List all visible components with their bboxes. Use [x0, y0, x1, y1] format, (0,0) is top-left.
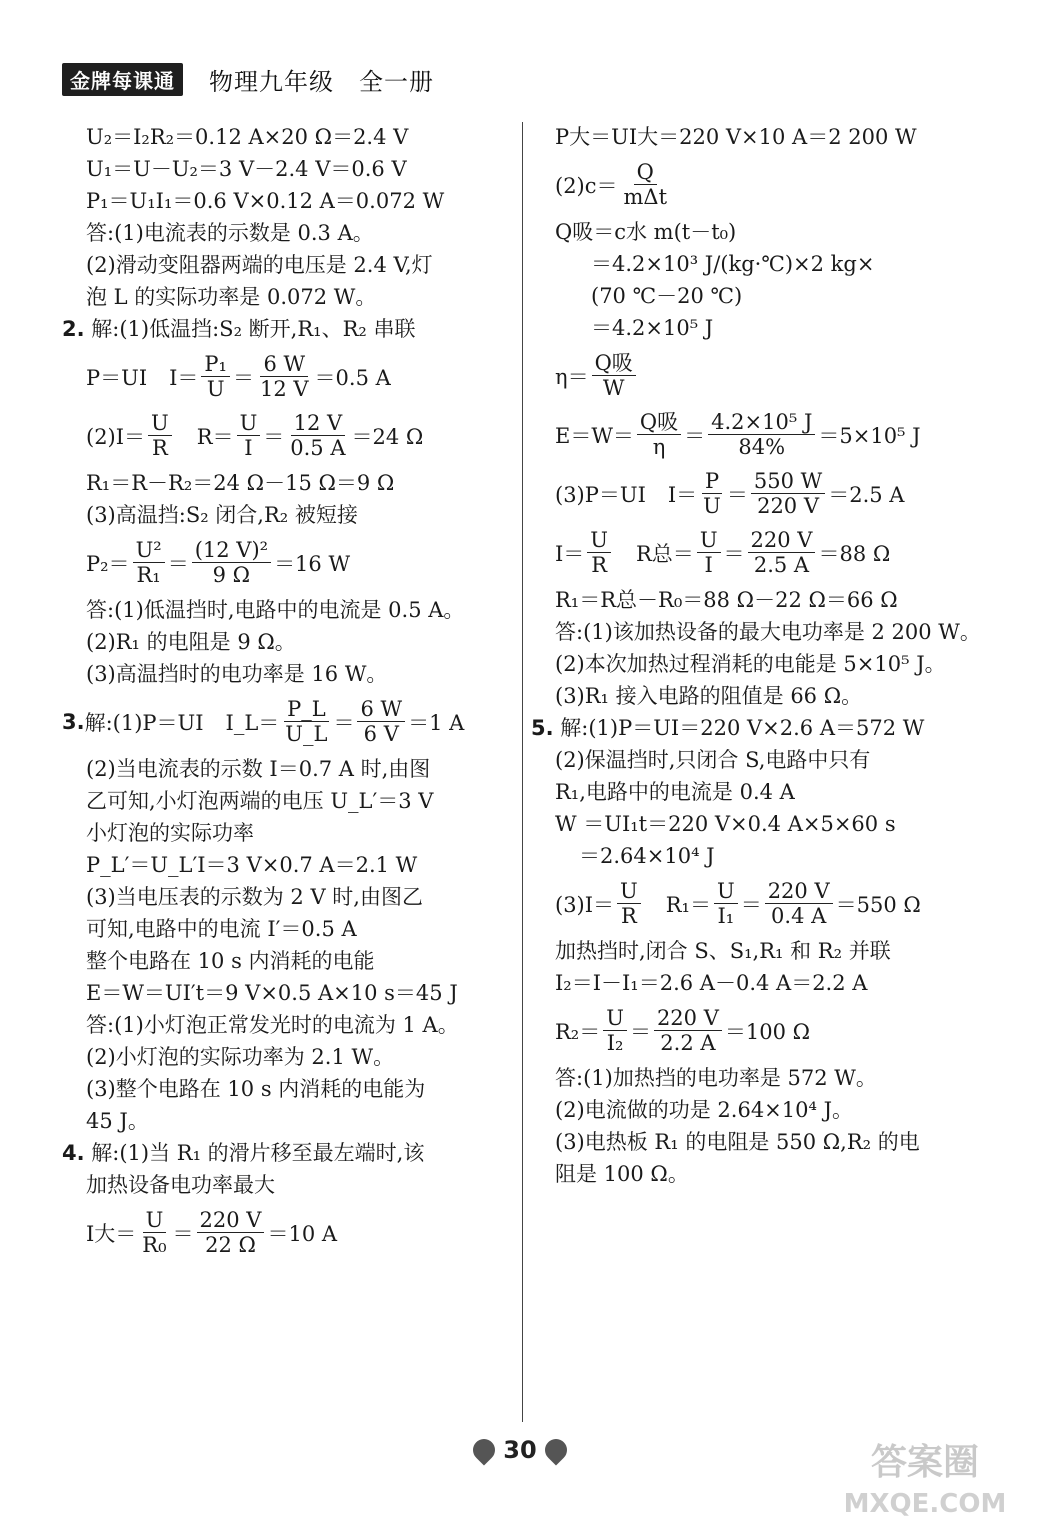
question-4-heading	[62, 1140, 514, 1166]
text-line: U₁＝U－U₂＝3 V－2.4 V＝0.6 V	[86, 157, 407, 181]
question-5-heading	[531, 715, 995, 741]
fraction: $\frac{\text{U²}}{\text{R₁}}$	[133, 538, 165, 587]
text-line: 答:(1)电流表的示数是 0.3 A。	[86, 221, 374, 245]
fraction: $\frac{220 V}{22 \Omega}$	[197, 1208, 265, 1257]
text-line: (2)电流做的功是 2.64×10⁴ J。	[555, 1098, 854, 1122]
formula-text: ＝	[740, 892, 762, 917]
formula-row	[555, 410, 995, 459]
formula-text: ＝5×10⁵ J	[818, 423, 921, 448]
text-line: 解:(1)P＝UI＝220 V×2.6 A＝572 W	[560, 716, 925, 740]
fraction: $\frac{6 W}{12 V}$	[259, 352, 309, 401]
fraction: $\frac{\text{Q吸}}{W}$	[592, 351, 636, 400]
text-line: 阻是 100 Ω。	[555, 1162, 689, 1186]
text-line: (2)本次加热过程消耗的电能是 5×10⁵ J。	[555, 652, 946, 676]
formula-text: ＝	[333, 710, 355, 735]
fraction: $\frac{Q}{\text{mΔt}}$	[623, 160, 668, 209]
formula-text: ＝	[684, 423, 706, 448]
formula-text: I大＝	[86, 1221, 137, 1246]
text-line: (2)R₁ 的电阻是 9 Ω。	[86, 630, 296, 654]
text-line: (3)当电压表的示数为 2 V 时,由图乙	[86, 885, 423, 909]
formula-text: I＝	[169, 365, 199, 390]
formula-text: ＝10 A	[267, 1221, 338, 1246]
text-line: 答:(1)该加热设备的最大电功率是 2 200 W。	[555, 620, 981, 644]
text-line: 解:(1)当 R₁ 的滑片移至最左端时,该	[91, 1141, 425, 1165]
text-line: 答:(1)低温挡时,电路中的电流是 0.5 A。	[86, 598, 465, 622]
formula-text: (2)I＝	[86, 424, 146, 449]
text-line: P_L′＝U_L′I＝3 V×0.7 A＝2.1 W	[86, 853, 418, 877]
text-line: ＝2.64×10⁴ J	[579, 844, 715, 868]
text-line: R₁,电路中的电流是 0.4 A	[555, 780, 795, 804]
formula-row	[555, 1006, 995, 1055]
text-line: I₂＝I－I₁＝2.6 A－0.4 A＝2.2 A	[555, 971, 868, 995]
formula-row	[555, 528, 995, 577]
formula-text: ＝	[263, 424, 285, 449]
formula-text: ＝0.5 A	[314, 365, 391, 390]
text-line: 解:(1)低温挡:S₂ 断开,R₁、R₂ 串联	[91, 317, 416, 341]
text-line: R₁＝R－R₂＝24 Ω－15 Ω＝9 Ω	[86, 471, 395, 495]
formula-row	[62, 411, 514, 460]
formula-text: P＝UI	[86, 365, 148, 390]
formula-text: ＝550 Ω	[835, 892, 921, 917]
fraction: $\frac{12 V}{0.5 A}$	[290, 411, 346, 460]
formula-row	[555, 879, 995, 928]
text-line: ＝4.2×10⁵ J	[591, 316, 714, 340]
text-line: P₁＝U₁I₁＝0.6 V×0.12 A＝0.072 W	[86, 189, 445, 213]
right-column	[531, 118, 995, 1193]
svg-text:答案圈: 答案圈	[870, 1442, 980, 1483]
text-line: (3)高温挡时的电功率是 16 W。	[86, 662, 388, 686]
leaf-icon	[469, 1434, 500, 1465]
question-number: 5.	[531, 716, 554, 740]
text-line: (3)高温挡:S₂ 闭合,R₂ 被短接	[86, 503, 358, 527]
formula-text: P₂＝	[86, 551, 130, 576]
text-line: ＝4.2×10³ J/(kg·℃)×2 kg×	[591, 252, 875, 276]
formula-row	[555, 160, 995, 209]
text-line: P大＝UI大＝220 V×10 A＝2 200 W	[555, 125, 917, 149]
fraction: $\frac{6 W}{6 V}$	[357, 697, 405, 746]
leaf-icon	[540, 1434, 571, 1465]
text-line: 答:(1)小灯泡正常发光时的电流为 1 A。	[86, 1013, 459, 1037]
formula-text: ＝16 W	[274, 551, 351, 576]
formula-text: E＝W＝	[555, 423, 634, 448]
formula-text: η＝	[555, 364, 589, 389]
text-line: W ＝UI₁t＝220 V×0.4 A×5×60 s	[555, 812, 896, 836]
text-line: Q吸＝c水 m(t－t₀)	[555, 220, 737, 244]
formula-text: ＝	[723, 541, 745, 566]
formula-text: ＝88 Ω	[818, 541, 891, 566]
formula-text: (3)P＝UI	[555, 482, 646, 507]
fraction: $\frac{P\_L}{U\_L}$	[285, 697, 328, 746]
question-3-heading	[62, 697, 514, 746]
fraction: $\frac{U}{R}$	[587, 528, 611, 577]
fraction: $\frac{U}{\text{R₀}}$	[142, 1208, 167, 1257]
formula-text: (2)c＝	[555, 173, 618, 198]
watermark-logo	[830, 1432, 1020, 1522]
formula-text: ＝	[167, 551, 189, 576]
fraction: $\frac{220 V}{2.5 A}$	[748, 528, 816, 577]
formula-text: ＝24 Ω	[351, 424, 424, 449]
fraction: $\frac{U}{\text{I₂}}$	[603, 1006, 627, 1055]
fraction: $\frac{\text{4.2×10⁵ J}}{84\%}$	[708, 410, 815, 459]
formula-text: ＝1 A	[408, 710, 465, 735]
formula-text: R总＝	[636, 541, 694, 566]
fraction: $\frac{U}{R}$	[148, 411, 172, 460]
question-number: 2.	[62, 317, 85, 341]
formula-text: (3)I＝	[555, 892, 615, 917]
text-line: E＝W＝UI′t＝9 V×0.5 A×10 s＝45 J	[86, 981, 458, 1005]
formula-row	[62, 1208, 514, 1257]
text-line: 45 J。	[86, 1109, 149, 1133]
series-brand: 金牌每课通	[62, 63, 183, 96]
formula-text: ＝	[232, 365, 254, 390]
formula-text: R₁＝	[665, 892, 711, 917]
text-line: 答:(1)加热挡的电功率是 572 W。	[555, 1066, 877, 1090]
fraction: $\frac{220 V}{0.4 A}$	[765, 879, 833, 928]
text-line: 泡 L 的实际功率是 0.072 W。	[86, 285, 377, 309]
formula-text: I＝	[555, 541, 585, 566]
text-line: 乙可知,小灯泡两端的电压 U_L′＝3 V	[86, 789, 434, 813]
formula-text: ＝2.5 A	[828, 482, 905, 507]
question-2-heading	[62, 316, 514, 342]
text-line: (3)电热板 R₁ 的电阻是 550 Ω,R₂ 的电	[555, 1130, 920, 1154]
text-line: (2)小灯泡的实际功率为 2.1 W。	[86, 1045, 395, 1069]
text-line: (70 ℃－20 ℃)	[591, 284, 743, 308]
text-line: 可知,电路中的电流 I′＝0.5 A	[86, 917, 357, 941]
formula-row	[555, 351, 995, 400]
fraction: $\frac{\text{P₁}}{U}$	[201, 352, 230, 401]
text-line: R₁＝R总－R₀＝88 Ω－22 Ω＝66 Ω	[555, 588, 898, 612]
fraction: $\frac{U}{R}$	[617, 879, 641, 928]
page-header	[62, 62, 434, 96]
column-divider	[522, 122, 523, 1422]
formula-text: R₂＝	[555, 1019, 601, 1044]
text-line: 小灯泡的实际功率	[86, 821, 254, 845]
text-line: (3)整个电路在 10 s 内消耗的电能为	[86, 1077, 426, 1101]
subject-title: 物理九年级 全一册	[209, 67, 434, 96]
formula-text: I＝	[667, 482, 698, 507]
text-line: 加热挡时,闭合 S、S₁,R₁ 和 R₂ 并联	[555, 939, 891, 963]
fraction: $\frac{\text{Q吸}}{\eta}$	[637, 410, 681, 459]
text-line: (2)滑动变阻器两端的电压是 2.4 V,灯	[86, 253, 433, 277]
formula-row	[555, 469, 995, 518]
formula-text: 解:(1)P＝UI	[84, 710, 204, 735]
fraction: $\frac{220 V}{2.2 A}$	[654, 1006, 722, 1055]
text-line: 整个电路在 10 s 内消耗的电能	[86, 949, 375, 973]
text-line: U₂＝I₂R₂＝0.12 A×20 Ω＝2.4 V	[86, 125, 409, 149]
fraction: $\frac{\text{(12 V)²}}{9 \Omega}$	[192, 538, 271, 587]
svg-text:MXQE.COM: MXQE.COM	[843, 1489, 1007, 1519]
text-line: (2)当电流表的示数 I＝0.7 A 时,由图	[86, 757, 431, 781]
fraction: $\frac{U}{I}$	[697, 528, 721, 577]
formula-row	[62, 538, 514, 587]
page-number: 30	[503, 1436, 537, 1464]
text-line: (3)R₁ 接入电路的阻值是 66 Ω。	[555, 684, 863, 708]
fraction: $\frac{P}{U}$	[703, 469, 721, 518]
formula-text: ＝	[172, 1221, 194, 1246]
text-line: 加热设备电功率最大	[86, 1173, 275, 1197]
left-column	[62, 118, 514, 1267]
fraction: $\frac{U}{I}$	[237, 411, 261, 460]
formula-text: I_L＝	[225, 710, 280, 735]
formula-text: ＝	[629, 1019, 651, 1044]
formula-text: ＝100 Ω	[724, 1019, 811, 1044]
text-line: (2)保温挡时,只闭合 S,电路中只有	[555, 748, 871, 772]
formula-text: R＝	[196, 424, 234, 449]
formula-text: ＝	[726, 482, 748, 507]
fraction: $\frac{U}{\text{I₁}}$	[714, 879, 738, 928]
question-number: 3.	[62, 709, 85, 734]
fraction: $\frac{550 W}{220 V}$	[751, 469, 825, 518]
formula-row	[62, 352, 514, 401]
question-number: 4.	[62, 1141, 85, 1165]
